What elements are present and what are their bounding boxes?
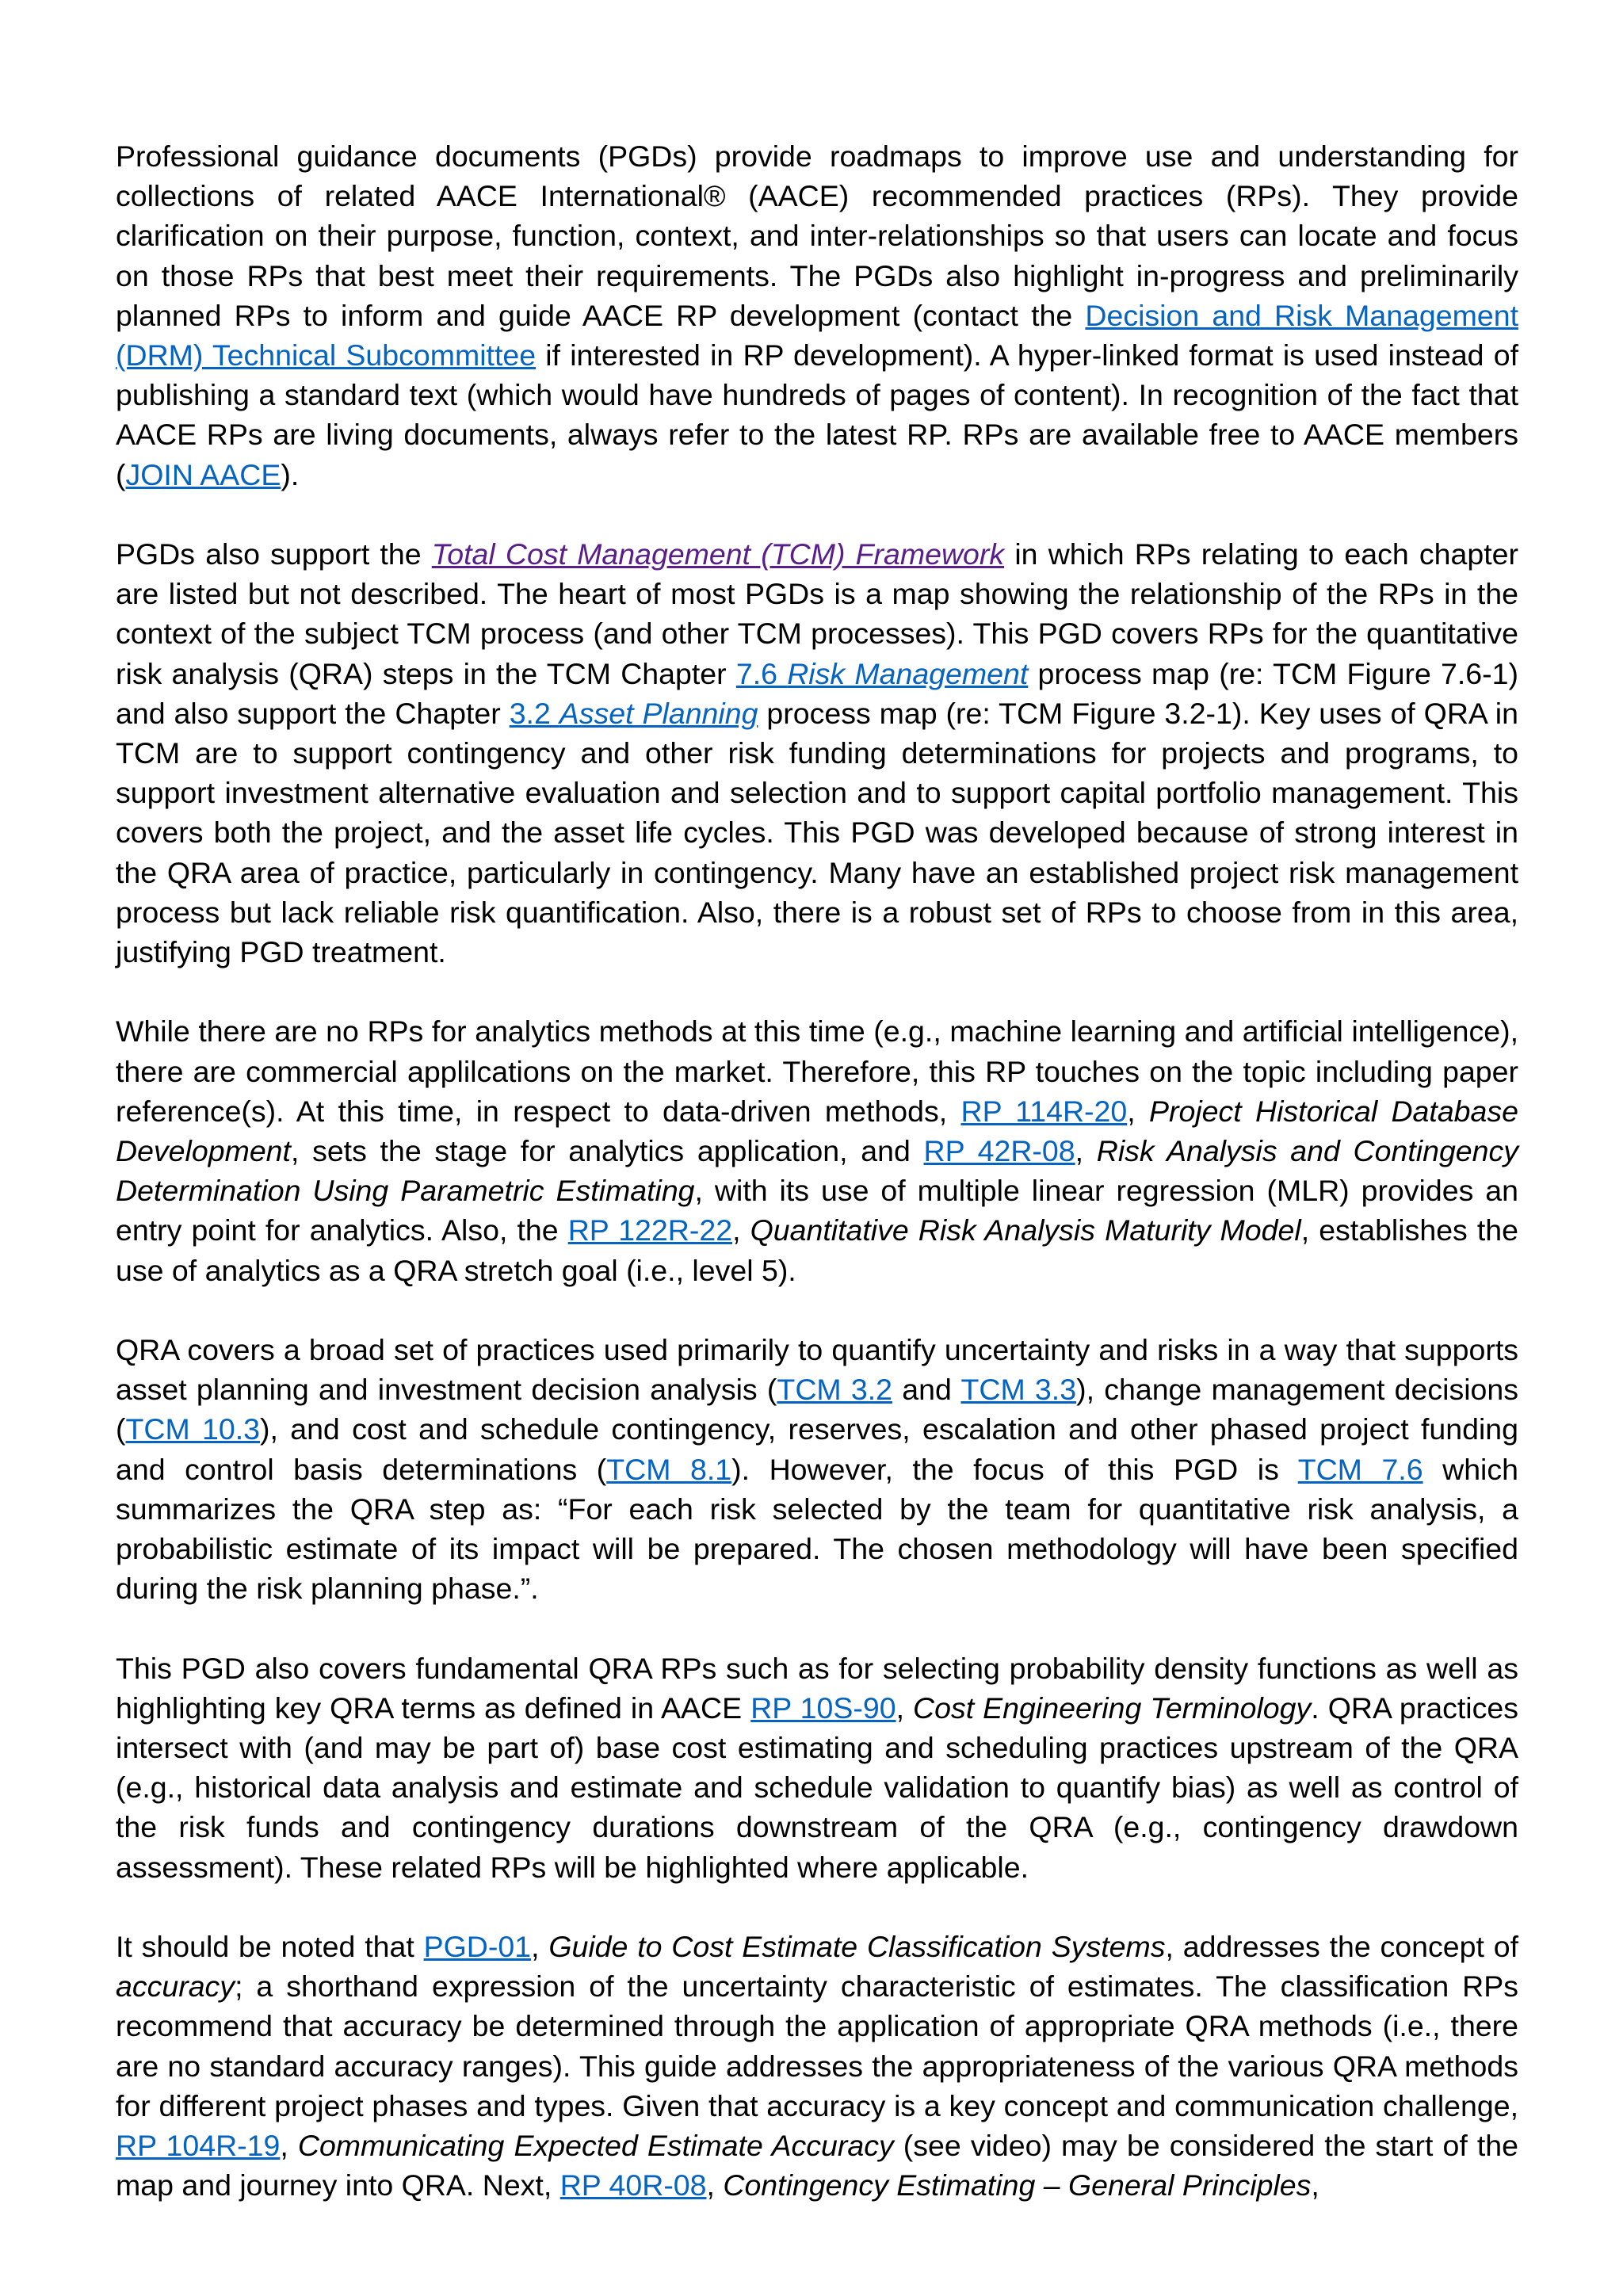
hyperlink[interactable]: PGD-01: [423, 1930, 532, 1964]
body-paragraph: [116, 1330, 1518, 1608]
hyperlink[interactable]: TCM 3.2: [777, 1373, 893, 1407]
body-paragraph: [116, 1648, 1518, 1887]
body-text: , addresses the concept of: [1165, 1930, 1518, 1964]
body-text: QRA covers a broad set of practices used primarily to quantify uncertainty and risks in a way that supports asset planning and investment decision analysis (: [116, 1333, 1518, 1407]
body-text: ), and cost and schedule contingency, reserves, escalation and other phased project funding and control basis determinations (: [116, 1412, 1518, 1486]
hyperlink[interactable]: Asset Planning: [559, 696, 758, 730]
body-text: ), change management decisions (: [116, 1373, 1519, 1446]
body-text: ,: [706, 2168, 724, 2202]
body-text: ,: [896, 1690, 914, 1725]
hyperlink[interactable]: RP 40R-08: [559, 2168, 707, 2202]
hyperlink[interactable]: RP 122R-22: [567, 1213, 733, 1247]
body-text: ,: [280, 2129, 298, 2163]
body-text: While there are no RPs for analytics methods at this time (e.g., machine learning and artificial intelligence), there are commercial applilcations on the market. Therefore, this RP touches on the topic including paper reference(s). At this time, in respect to data-driven methods,: [116, 1014, 1518, 1128]
italic-title: Communicating Expected Estimate Accuracy: [297, 2129, 894, 2163]
hyperlink-visited[interactable]: Total Cost Management (TCM) Framework: [431, 537, 1005, 571]
hyperlink[interactable]: TCM 3.3: [960, 1373, 1077, 1407]
body-paragraph: [116, 534, 1518, 972]
hyperlink[interactable]: JOIN AACE: [125, 457, 281, 491]
body-paragraph: [116, 1927, 1518, 2205]
hyperlink[interactable]: 3.2: [509, 696, 559, 730]
body-text: if interested in RP development). A hyper-linked format is used instead of publishing a standard text (which would have hundreds of pages of content). In recognition of the fact that AACE RPs are living documents, always refer to the latest RP. RPs are available free to AACE members (: [116, 338, 1518, 491]
body-text: ).: [281, 457, 300, 491]
italic-title: accuracy: [116, 1969, 235, 2004]
body-text: ,: [1311, 2168, 1319, 2202]
body-text: , with its use of multiple linear regression (MLR) provides an entry point for analytics. Also, the: [116, 1174, 1518, 1247]
hyperlink[interactable]: TCM 10.3: [125, 1412, 261, 1446]
body-text: It should be noted that: [116, 1930, 424, 1964]
body-text: ). However, the focus of this PGD is: [731, 1452, 1298, 1486]
italic-title: Guide to Cost Estimate Classification Systems: [548, 1930, 1166, 1964]
body-text: PGDs also support the: [116, 537, 432, 571]
document-page: [116, 136, 1518, 2245]
hyperlink[interactable]: RP 10S-90: [750, 1690, 896, 1725]
italic-title: Risk Analysis and Contingency Determination Using Parametric Estimating: [116, 1134, 1519, 1208]
hyperlink[interactable]: TCM 7.6: [1297, 1452, 1423, 1486]
body-text: which summarizes the QRA step as: “For each risk selected by the team for quantitative risk analysis, a probabilistic estimate of its impact will be prepared. The chosen methodology will have been specified during the risk planning phase.”.: [116, 1452, 1518, 1606]
body-text: This PGD also covers fundamental QRA RPs such as for selecting probability density functions as well as highlighting key QRA terms as defined in AACE: [116, 1651, 1518, 1725]
italic-title: Contingency Estimating – General Principles: [723, 2168, 1312, 2202]
body-text: and: [892, 1373, 961, 1407]
hyperlink[interactable]: Risk Management: [787, 656, 1029, 690]
hyperlink[interactable]: RP 42R-08: [923, 1134, 1075, 1168]
body-text: ,: [531, 1930, 549, 1964]
body-text: . QRA practices intersect with (and may be part of) base cost estimating and scheduling practices upstream of the QRA (e.g., historical data analysis and estimate and schedule validation to quantify bias) as well as control of the risk funds and contingency durations downstream of the QRA (e.g., contingency drawdown assessment). These related RPs will be highlighted where applicable.: [116, 1690, 1518, 1884]
body-text: ,: [1127, 1094, 1149, 1128]
hyperlink[interactable]: Decision and Risk Management (DRM) Technical Subcommittee: [116, 298, 1518, 372]
body-text: in which RPs relating to each chapter are listed but not described. The heart of most PGDs is a map showing the relationship of the RPs in the context of the subject TCM process (and other TCM processes). This PGD covers RPs for the quantitative risk analysis (QRA) steps in the TCM Chapter: [116, 537, 1518, 690]
italic-title: Project Historical Database Development: [116, 1094, 1519, 1168]
hyperlink[interactable]: 7.6: [735, 656, 788, 690]
body-text: process map (re: TCM Figure 3.2-1). Key uses of QRA in TCM are to support contingency and other risk funding determinations for projects and programs, to support investment alternative evaluation and selection and to support capital portfolio management. This covers both the project, and the asset life cycles. This PGD was developed because of strong interest in the QRA area of practice, particularly in contingency. Many have an established project risk management process but lack reliable risk quantification. Also, there is a robust set of RPs to choose from in this area, justifying PGD treatment.: [116, 696, 1518, 969]
italic-title: Cost Engineering Terminology: [913, 1690, 1312, 1725]
body-text: ,: [732, 1213, 750, 1247]
body-paragraph: [116, 1011, 1518, 1289]
hyperlink[interactable]: RP 114R-20: [960, 1094, 1128, 1128]
body-text: ,: [1075, 1134, 1097, 1168]
body-paragraph: [116, 136, 1518, 495]
italic-title: Quantitative Risk Analysis Maturity Model: [750, 1213, 1301, 1247]
body-text: process map (re: TCM Figure 7.6-1) and also support the Chapter: [116, 656, 1518, 730]
body-text: , establishes the use of analytics as a QRA stretch goal (i.e., level 5).: [116, 1213, 1519, 1287]
hyperlink[interactable]: TCM 8.1: [606, 1452, 732, 1486]
hyperlink[interactable]: RP 104R-19: [116, 2129, 281, 2163]
body-text: ; a shorthand expression of the uncertainty characteristic of estimates. The classification RPs recommend that accuracy be determined through the application of appropriate QRA methods (i.e., there are no standard accuracy ranges). This guide addresses the appropriateness of the various QRA methods for different project phases and types. Given that accuracy is a key concept and communication challenge,: [116, 1969, 1518, 2122]
body-text: Professional guidance documents (PGDs) provide roadmaps to improve use and understanding for collections of related AACE International® (AACE) recommended practices (RPs). They provide clarification on their purpose, function, context, and inter-relationships so that users can locate and focus on those RPs that best meet their requirements. The PGDs also highlight in-progress and preliminarily planned RPs to inform and guide AACE RP development (contact the: [116, 139, 1518, 332]
body-text: , sets the stage for analytics application, and: [290, 1134, 924, 1168]
body-text: (see video) may be considered the start of the map and journey into QRA. Next,: [116, 2129, 1519, 2202]
